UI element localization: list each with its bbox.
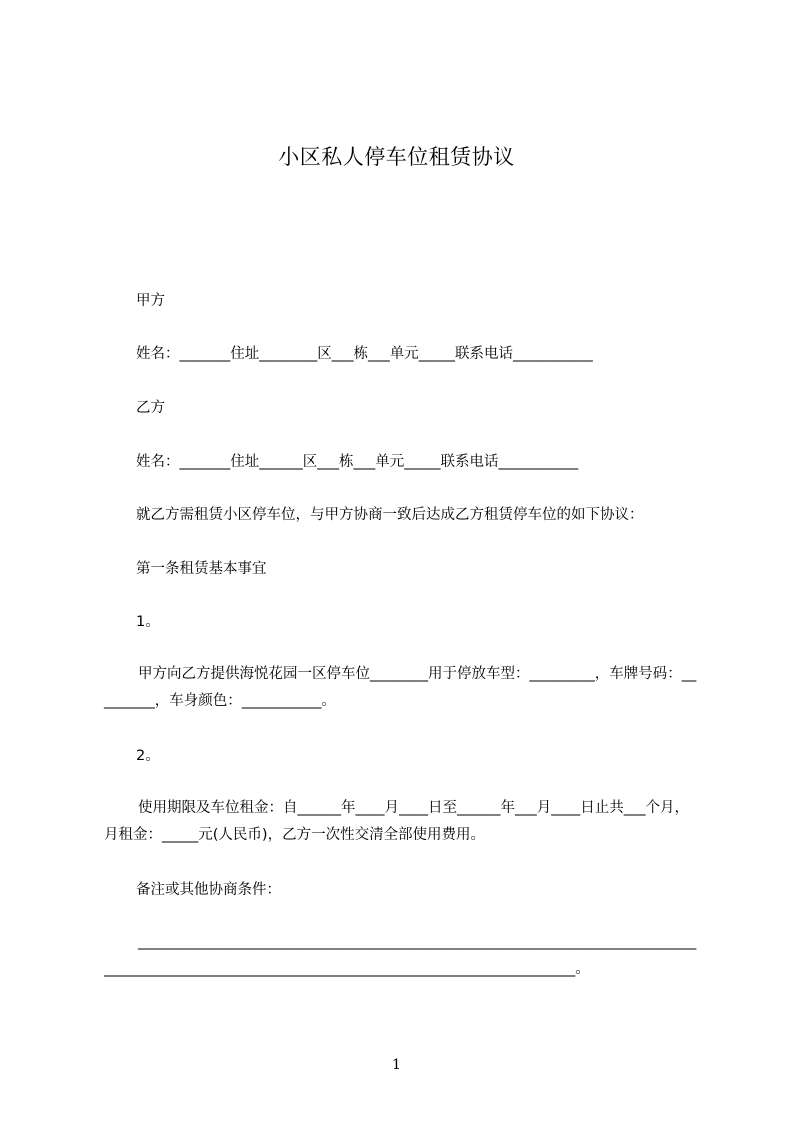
remarks-blank-lines: ______________________________________________________________________________________________________________________________________________。	[104, 934, 697, 977]
page-number: 1	[392, 1057, 401, 1073]
item-2-text: 使用期限及车位租金：自______年____月____日至______年___月____日止共___个月，月租金：_____元(人民币)，乙方一次性交清全部使用费用。	[104, 800, 689, 843]
party-a-info: 姓名：_______住址________区___栋___单元_____联系电话___________	[136, 346, 593, 362]
item-1-text: 甲方向乙方提供海悦花园一区停车位________用于停放车型：_________，车牌号码：_________，车身颜色：___________。	[104, 666, 697, 709]
article-1-heading: 第一条租赁基本事宜	[136, 561, 267, 577]
remarks-heading: 备注或其他协商条件：	[136, 882, 281, 898]
item-2-number: 2。	[136, 748, 160, 764]
party-b-heading: 乙方	[136, 400, 165, 416]
document-title: 小区私人停车位租赁协议	[278, 145, 515, 169]
intro-paragraph: 就乙方需租赁小区停车位，与甲方协商一致后达成乙方租赁停车位的如下协议：	[136, 507, 644, 523]
party-a-heading: 甲方	[136, 293, 165, 309]
party-b-info: 姓名：_______住址______区___栋___单元_____联系电话___________	[136, 454, 579, 470]
item-1-number: 1。	[136, 614, 160, 630]
